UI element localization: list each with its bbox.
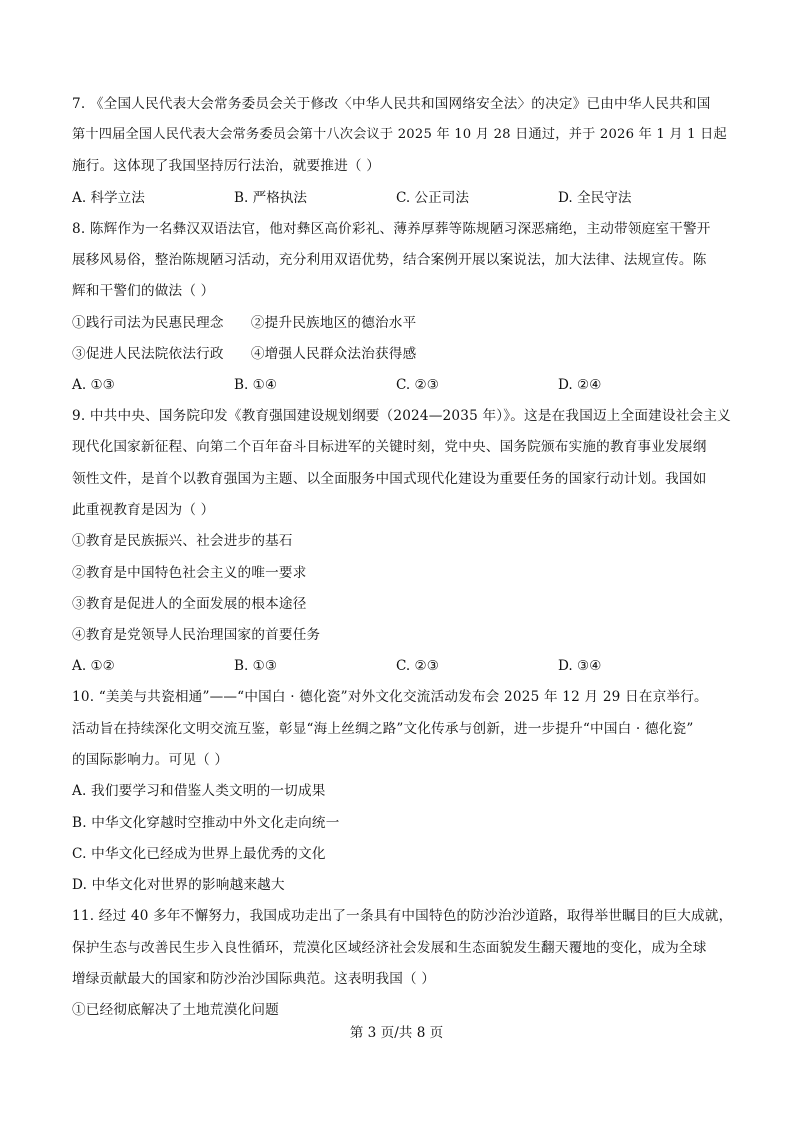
q10-stem-line-3: 的国际影响力。可见（ ） (72, 752, 229, 768)
q8-statement-line-2: ③促进人民法院依法行政 ④增强人民群众法治获得感 (72, 346, 417, 362)
q10-option-a: A. 我们要学习和借鉴人类文明的一切成果 (72, 783, 326, 799)
q10-stem-line-2: 活动旨在持续深化文明交流互鉴，彰显“海上丝绸之路”文化传承与创新，进一步提升“中国白 · 德化瓷” (72, 721, 694, 737)
q9-option-c: C. ②③ (396, 658, 439, 674)
q9-stem-line-3: 领性文件，是首个以教育强国为主题、以全面服务中国式现代化建设为重要任务的国家行动计划。我国如 (72, 471, 707, 487)
q9-stem-line-1: 9. 中共中央、国务院印发《教育强国建设规划纲要（2024—2035 年）》。这是在我国迈上全面建设社会主义 (72, 408, 731, 424)
q10-option-b: B. 中华文化穿越时空推动中外文化走向统一 (72, 815, 340, 831)
q9-option-a: A. ①② (72, 658, 115, 674)
page-number: 第 3 页/共 8 页 (349, 1025, 444, 1041)
q9-stem-line-2: 现代化国家新征程、向第二个百年奋斗目标进军的关键时刻，党中央、国务院颁布实施的教育事业发展纲 (72, 439, 707, 455)
q10-option-c: C. 中华文化已经成为世界上最优秀的文化 (72, 846, 326, 862)
q9-statement-1: ①教育是民族振兴、社会进步的基石 (72, 533, 293, 549)
q8-option-d: D. ②④ (558, 377, 602, 393)
q11-statement-1: ①已经彻底解决了土地荒漠化问题 (72, 1002, 279, 1018)
q7-option-c: C. 公正司法 (396, 190, 469, 206)
q9-statement-3: ③教育是促进人的全面发展的根本途径 (72, 596, 307, 612)
q8-option-b: B. ①④ (234, 377, 278, 393)
q7-option-d: D. 全民守法 (558, 190, 632, 206)
q9-statement-4: ④教育是党领导人民治理国家的首要任务 (72, 627, 321, 643)
q9-option-b: B. ①③ (234, 658, 278, 674)
q8-options-row (72, 376, 732, 394)
q8-option-a: A. ①③ (72, 377, 115, 393)
q7-stem-line-1: 7. 《全国人民代表大会常务委员会关于修改〈中华人民共和国网络安全法〉的决定》已由中华人民共和国 (72, 96, 711, 112)
q7-stem-line-3: 施行。这体现了我国坚持厉行法治，就要推进（ ） (72, 158, 380, 174)
q8-stem-line-1: 8. 陈辉作为一名彝汉双语法官，他对彝区高价彩礼、薄养厚葬等陈规陋习深恶痛绝，主动带领庭室干警开 (72, 221, 711, 237)
q7-options-row (72, 189, 732, 207)
q10-option-d: D. 中华文化对世界的影响越来越大 (72, 877, 285, 893)
q11-stem-line-3: 增绿贡献最大的国家和防沙治沙国际典范。这表明我国（ ） (72, 971, 436, 987)
q9-stem-line-4: 此重视教育是因为（ ） (72, 502, 215, 518)
q8-option-c: C. ②③ (396, 377, 439, 393)
q11-stem-line-2: 保护生态与改善民生步入良性循环，荒漠化区域经济社会发展和生态面貌发生翻天覆地的变化，成为全球 (72, 940, 707, 956)
q7-option-a: A. 科学立法 (72, 190, 145, 206)
q9-option-d: D. ③④ (558, 658, 602, 674)
q11-stem-line-1: 11. 经过 40 多年不懈努力，我国成功走出了一条具有中国特色的防沙治沙道路，取得举世瞩目的巨大成就， (72, 908, 733, 924)
q8-statement-line-1: ①践行司法为民惠民理念 ②提升民族地区的德治水平 (72, 315, 417, 331)
q9-statement-2: ②教育是中国特色社会主义的唯一要求 (72, 565, 307, 581)
q7-option-b: B. 严格执法 (234, 190, 308, 206)
q7-stem-line-2: 第十四届全国人民代表大会常务委员会第十八次会议于 2025 年 10 月 28 日通过，并于 2026 年 1 月 1 日起 (72, 127, 727, 142)
q8-stem-line-2: 展移风易俗，整治陈规陋习活动，充分利用双语优势，结合案例开展以案说法，加大法律、法规宣传。陈 (72, 252, 707, 268)
q8-stem-line-3: 辉和干警们的做法（ ） (72, 283, 215, 299)
q10-stem-line-1: 10. “美美与共瓷相通”——“中国白 · 德化瓷”对外文化交流活动发布会 2025 年 12 月 29 日在京举行。 (72, 689, 708, 705)
q9-options-row (72, 657, 732, 675)
